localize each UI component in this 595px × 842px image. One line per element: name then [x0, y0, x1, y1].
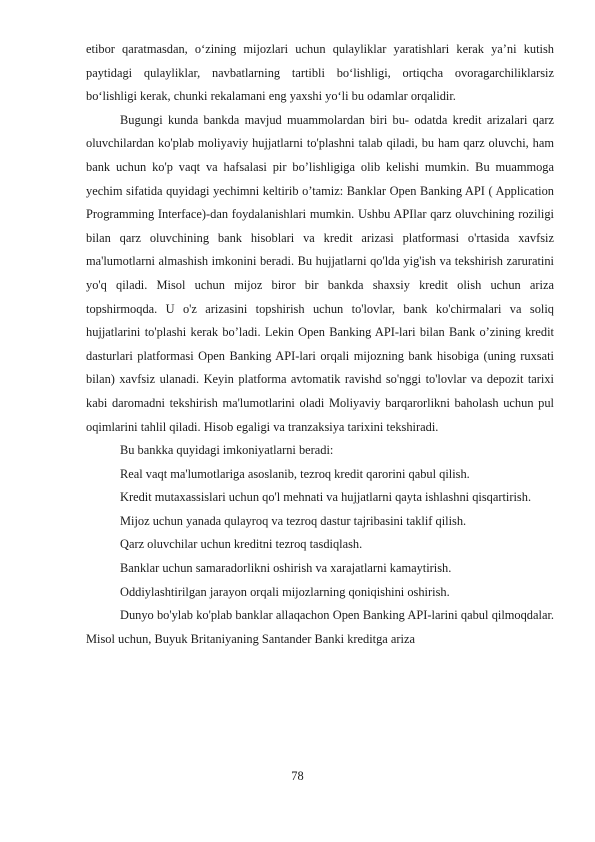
list-item-3: Mijoz uchun yanada qulayroq va tezroq dastur tajribasini taklif qilish. — [120, 513, 467, 528]
list-item-4: Qarz oluvchilar uchun kreditni tezroq tasdiqlash. — [120, 537, 363, 552]
paragraph-3: Bu bankka quyidagi imkoniyatlarni beradi: — [120, 443, 334, 458]
paragraph-4: Dunyo bo'ylab ko'plab banklar allaqachon Open Banking API-larini qabul qilmoqdalar. Misol uchun, Buyuk Britaniyaning Santander Banki kreditga ariza — [86, 608, 554, 646]
list-item-5: Banklar uchun samaradorlikni oshirish va xarajatlarni kamaytirish. — [120, 561, 452, 576]
document-body — [86, 38, 554, 651]
paragraph-2: Bugungi kunda bankda mavjud muammolardan biri bu- odatda kredit arizalari qarz oluvchilardan ko'plab moliyaviy hujjatlarni to'plashni talab qiladi, bu ham qarz oluvchi, ham bank uchun ko'p vaqt va hafsalasi pir bo’lishligiga olib kelishi mumkin. Bu muammoga yechim sifatida quyidagi yechimni keltirib o’tamiz: Banklar Open Banking API ( Application Programming Interface)-dan foydalanishlari mumkin. Ushbu APIlar qarz oluvchining roziligi bilan qarz oluvchining bank hisoblari va kredit arizasi platformasi o'rtasida xavfsiz ma'lumotlarni almashish imkonini beradi. Bu hujjatlarni qo'lda yig'ish va tekshirish zaruratini yo'q qiladi. Misol uchun mijoz biror bir bankda shaxsiy kredit olish uchun ariza topshirmoqda. U o'z arizasini topshirish uchun to'lovlar, bank ko'chirmalari va soliq hujjatlarini to'plashi kerak bo’ladi. Lekin Open Banking API-lari bilan Bank o’zining kredit dasturlari platformasi Open Banking API-lari orqali mijozning bank hisobiga (uning ruxsati bilan) xavfsiz ulanadi. Keyin platforma avtomatik ravishd so'nggi to'lovlar va depozit tarixi kabi daromadni tekshirish ma'lumotlarini oladi Moliyaviy barqarorlikni baholash uchun pul oqimlarini tahlil qiladi. Hisob egaligi va tranzaksiya tarixini tekshiradi. — [86, 112, 554, 434]
page-number: 78 — [291, 769, 304, 783]
list-item-2: Kredit mutaxassislari uchun qo'l mehnati va hujjatlarni qayta ishlashni qisqartirish. — [120, 490, 532, 505]
list-item-6: Oddiylashtirilgan jarayon orqali mijozlarning qoniqishini oshirish. — [120, 584, 450, 599]
list-item-1: Real vaqt ma'lumotlariga asoslanib, tezroq kredit qarorini qabul qilish. — [120, 466, 470, 481]
paragraph-1: etibor qaratmasdan, o‘zining mijozlari uchun qulayliklar yaratishlari kerak ya’ni kutish paytidagi qulayliklar, navbatlarning tartibli bo‘lishligi, ortiqcha ovoragarchiliklarsiz bo‘lishligi kerak, chunki rekalamani eng yaxshi yo‘li bu odamlar orqalidir. — [86, 42, 554, 104]
